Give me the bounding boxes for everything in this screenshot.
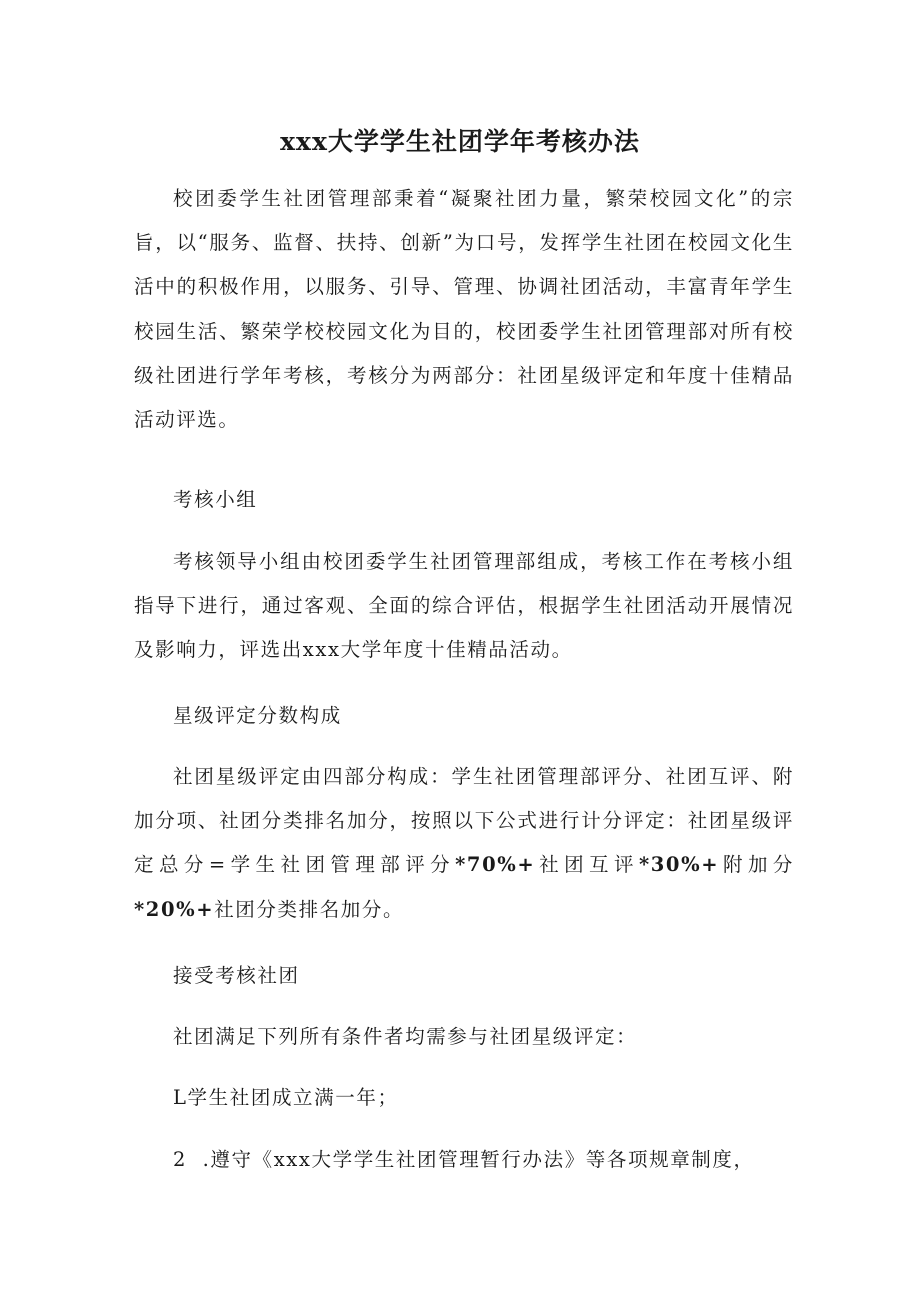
section-heading-clubs: 接受考核社团 [173, 964, 300, 987]
score-paragraph [134, 755, 794, 932]
group-paragraph: 考核领导小组由校团委学生社团管理部组成，考核工作在考核小组指导下进行，通过客观、全面的综合评估，根据学生社团活动开展情况及影响力，评选出xxx大学年度十佳精品活动。 [134, 550, 794, 662]
section-heading-score: 星级评定分数构成 [173, 704, 342, 727]
score-text-part: 附加分 [719, 853, 794, 877]
score-formula-part: *20%+ [134, 897, 215, 921]
score-formula-part: *70%+ [455, 853, 536, 877]
score-text-part: 社团分类排名加分。 [214, 897, 405, 921]
score-text-part: 社团互评 [535, 853, 639, 877]
section-heading-group: 考核小组 [173, 488, 258, 511]
score-formula-part: *30%+ [638, 853, 720, 877]
score-text-part: 社团星级评定由四部分构成：学生社团管理部评分、社团互评、附加分项、社团分类排名加分，按照以下公式进行计分评定：社团星级评定总分=学生社团管理部评分 [134, 765, 794, 877]
list-item-1: L学生社团成立满一年； [173, 1086, 399, 1109]
document-title: xxx大学学生社团学年考核办法 [280, 127, 640, 156]
list-item-2: 2 .遵守《xxx大学学生社团管理暂行办法》等各项规章制度， [173, 1148, 755, 1171]
clubs-paragraph: 社团满足下列所有条件者均需参与社团星级评定： [173, 1025, 638, 1048]
intro-paragraph: 校团委学生社团管理部秉着“凝聚社团力量，繁荣校园文化”的宗旨，以“服务、监督、扶持、创新”为口号，发挥学生社团在校园文化生活中的积极作用，以服务、引导、管理、协调社团活动，丰富青年学生校园生活、繁荣学校校园文化为目的，校团委学生社团管理部对所有校级社团进行学年考核，考核分为两部分：社团星级评定和年度十佳精品活动评选。 [134, 187, 794, 432]
